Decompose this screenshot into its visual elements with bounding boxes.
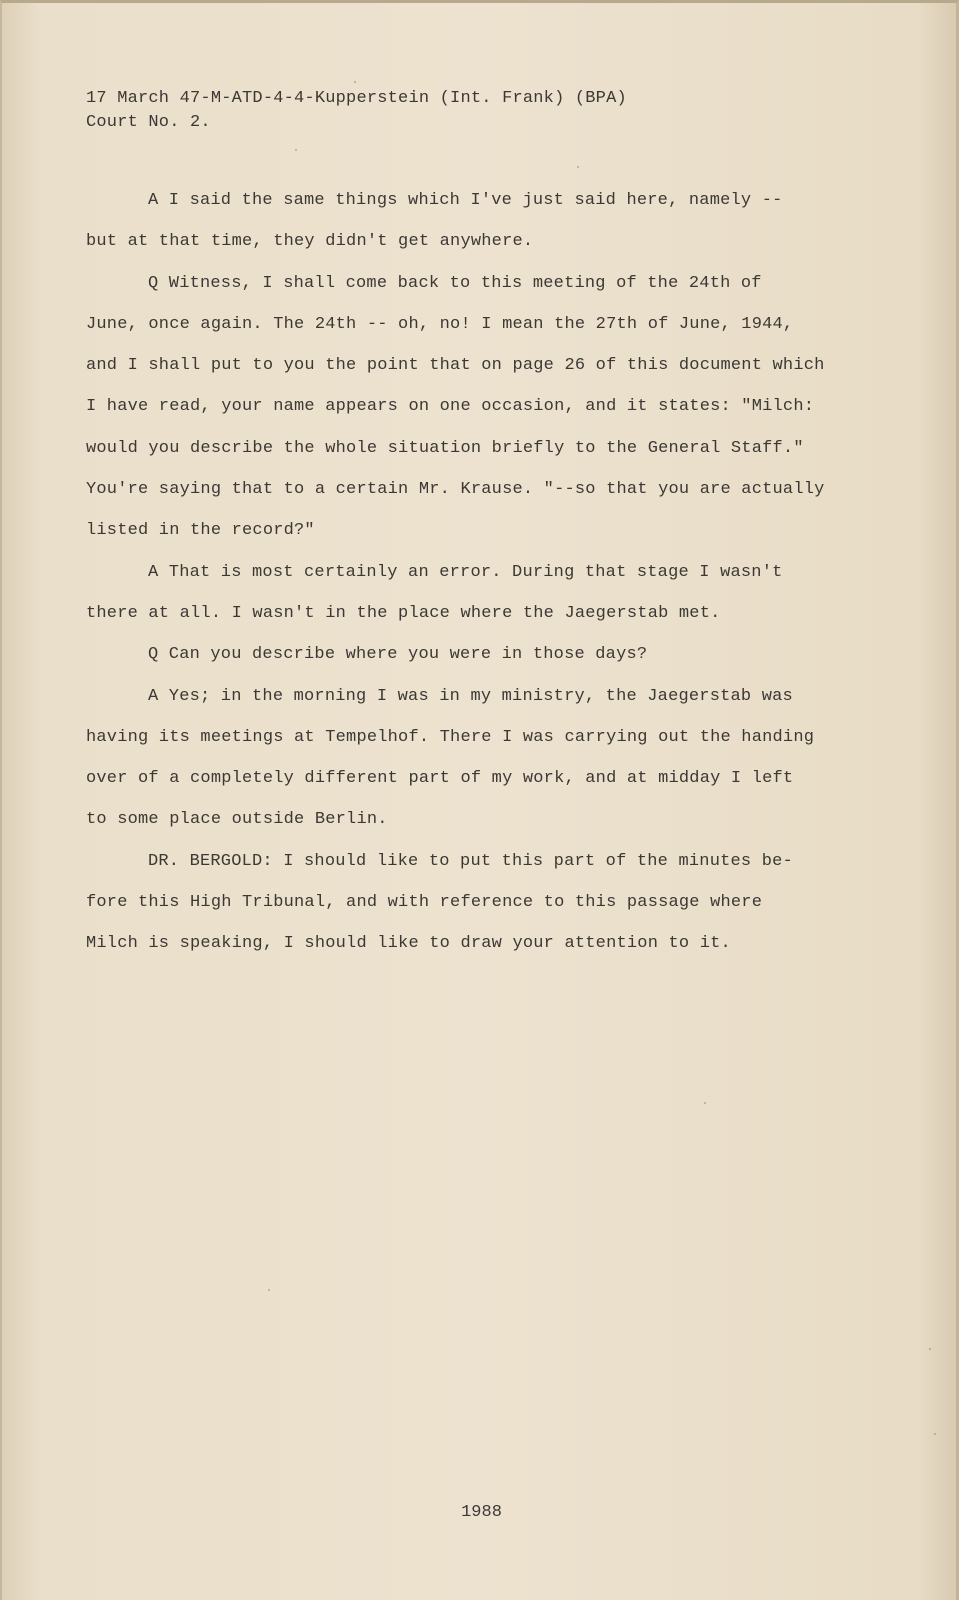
transcript-body <box>86 189 846 974</box>
question-line: Q Can you describe where you were in those days? <box>148 645 648 665</box>
paper-speck <box>577 166 579 168</box>
paper-speck <box>354 81 356 83</box>
text-line: but at that time, they didn't get anywhere. <box>86 232 534 252</box>
text-line: and I shall put to you the point that on page 26 of this document which <box>86 356 825 376</box>
text-line: You're saying that to a certain Mr. Krause. "--so that you are actually <box>86 480 825 500</box>
text-line: I have read, your name appears on one occasion, and it states: "Milch: <box>86 397 815 417</box>
text-line: June, once again. The 24th -- oh, no! I mean the 27th of June, 1944, <box>86 314 794 334</box>
header-line-2: Court No. 2. <box>86 113 211 132</box>
text-line: having its meetings at Tempelhof. There I was carrying out the handing <box>86 727 815 747</box>
page-number: 1988 <box>461 1503 502 1522</box>
question-line: Q Witness, I shall come back to this meeting of the 24th of <box>148 273 762 293</box>
paper-speck <box>929 1348 931 1350</box>
answer-line: A Yes; in the morning I was in my ministry, the Jaegerstab was <box>148 686 793 706</box>
paper-speck <box>268 1289 270 1291</box>
text-line: listed in the record?" <box>86 521 315 541</box>
answer-line: A I said the same things which I've just said here, namely -- <box>148 191 783 210</box>
text-line: to some place outside Berlin. <box>86 810 388 830</box>
text-line: there at all. I wasn't in the place where the Jaegerstab met. <box>86 603 721 623</box>
paper-speck <box>704 1102 706 1104</box>
text-line: fore this High Tribunal, and with reference to this passage where <box>86 893 763 913</box>
speaker-line: DR. BERGOLD: I should like to put this part of the minutes be- <box>148 851 793 871</box>
paper-speck <box>934 1433 936 1435</box>
paper-speck <box>295 149 297 151</box>
text-line: Milch is speaking, I should like to draw your attention to it. <box>86 934 731 954</box>
header-line-1: 17 March 47-M-ATD-4-4-Kupperstein (Int. Frank) (BPA) <box>86 89 627 108</box>
text-line: would you describe the whole situation briefly to the General Staff." <box>86 438 804 458</box>
text-line: over of a completely different part of my work, and at midday I left <box>86 769 794 789</box>
answer-line: A That is most certainly an error. During that stage I wasn't <box>148 562 783 582</box>
